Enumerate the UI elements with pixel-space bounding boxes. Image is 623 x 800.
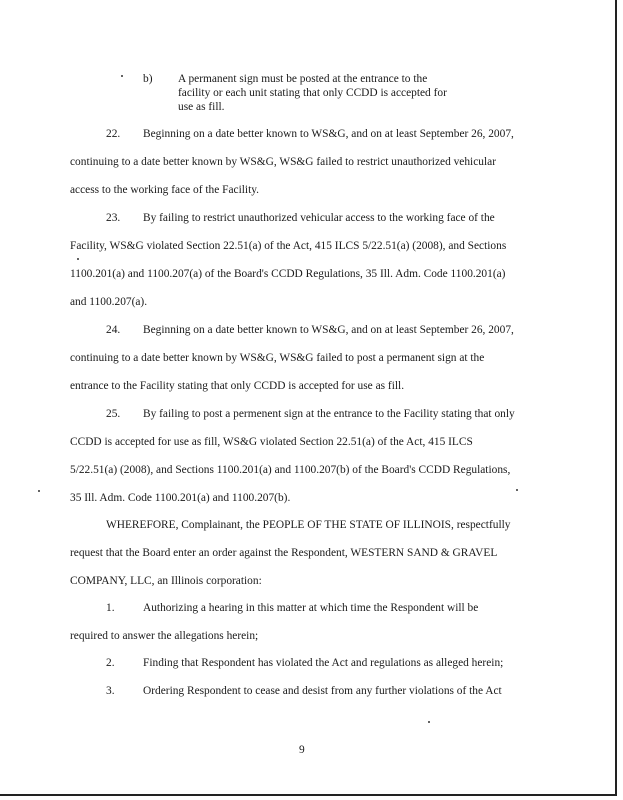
scan-speck [121,75,123,77]
request-line: Ordering Respondent to cease and desist from any further violations of the Act [143,685,502,697]
sub-item-line: A permanent sign must be posted at the entrance to the [178,73,428,85]
paragraph-line: access to the working face of the Facility. [70,184,260,196]
paragraph-line: CCDD is accepted for use as fill, WS&G violated Section 22.51(a) of the Act, 415 ILCS [70,436,473,448]
paragraph-line: Beginning on a date better known to WS&G, and on at least September 26, 2007, [143,128,514,140]
sub-item-line: use as fill. [178,101,225,113]
paragraph-line: continuing to a date better known by WS&G, WS&G failed to post a permanent sign at the [70,352,485,364]
paragraph-number: 23. [106,212,121,224]
wherefore-line: WHEREFORE, Complainant, the PEOPLE OF THE STATE OF ILLINOIS, respectfully [106,519,511,531]
scan-speck [516,489,518,491]
request-line: Finding that Respondent has violated the Act and regulations as alleged herein; [143,657,504,669]
wherefore-line: COMPANY, LLC, an Illinois corporation: [70,575,262,587]
paragraph-line: 35 Ill. Adm. Code 1100.201(a) and 1100.207(b). [70,492,291,504]
paragraph-number: 24. [106,324,121,336]
paragraph-line: Facility, WS&G violated Section 22.51(a) of the Act, 415 ILCS 5/22.51(a) (2008), and Sections [70,240,507,252]
request-line: required to answer the allegations herein; [70,630,259,642]
scan-speck [428,721,430,723]
paragraph-line: Beginning on a date better known to WS&G, and on at least September 26, 2007, [143,324,514,336]
paragraph-line: continuing to a date better known by WS&G, WS&G failed to restrict unauthorized vehicular [70,156,496,168]
request-number: 1. [106,602,115,614]
sub-item-label: b) [143,73,153,85]
request-line: Authorizing a hearing in this matter at which time the Respondent will be [143,602,479,614]
request-number: 2. [106,657,115,669]
paragraph-line: and 1100.207(a). [70,296,148,308]
wherefore-line: request that the Board enter an order against the Respondent, WESTERN SAND & GRAVEL [70,547,498,559]
paragraph-line: entrance to the Facility stating that only CCDD is accepted for use as fill. [70,380,405,392]
paragraph-line: 1100.201(a) and 1100.207(a) of the Board's CCDD Regulations, 35 Ill. Adm. Code 1100.201(a) [70,268,506,280]
paragraph-line: 5/22.51(a) (2008), and Sections 1100.201(a) and 1100.207(b) of the Board's CCDD Regulations, [70,464,511,476]
scan-speck [38,490,40,492]
request-number: 3. [106,685,115,697]
paragraph-line: By failing to post a permenent sign at the entrance to the Facility stating that only [143,408,515,420]
page-number: 9 [299,744,305,756]
sub-item-line: facility or each unit stating that only CCDD is accepted for [178,87,447,99]
paragraph-line: By failing to restrict unauthorized vehicular access to the working face of the [143,212,495,224]
paragraph-number: 22. [106,128,121,140]
paragraph-number: 25. [106,408,121,420]
scan-speck [77,258,79,260]
